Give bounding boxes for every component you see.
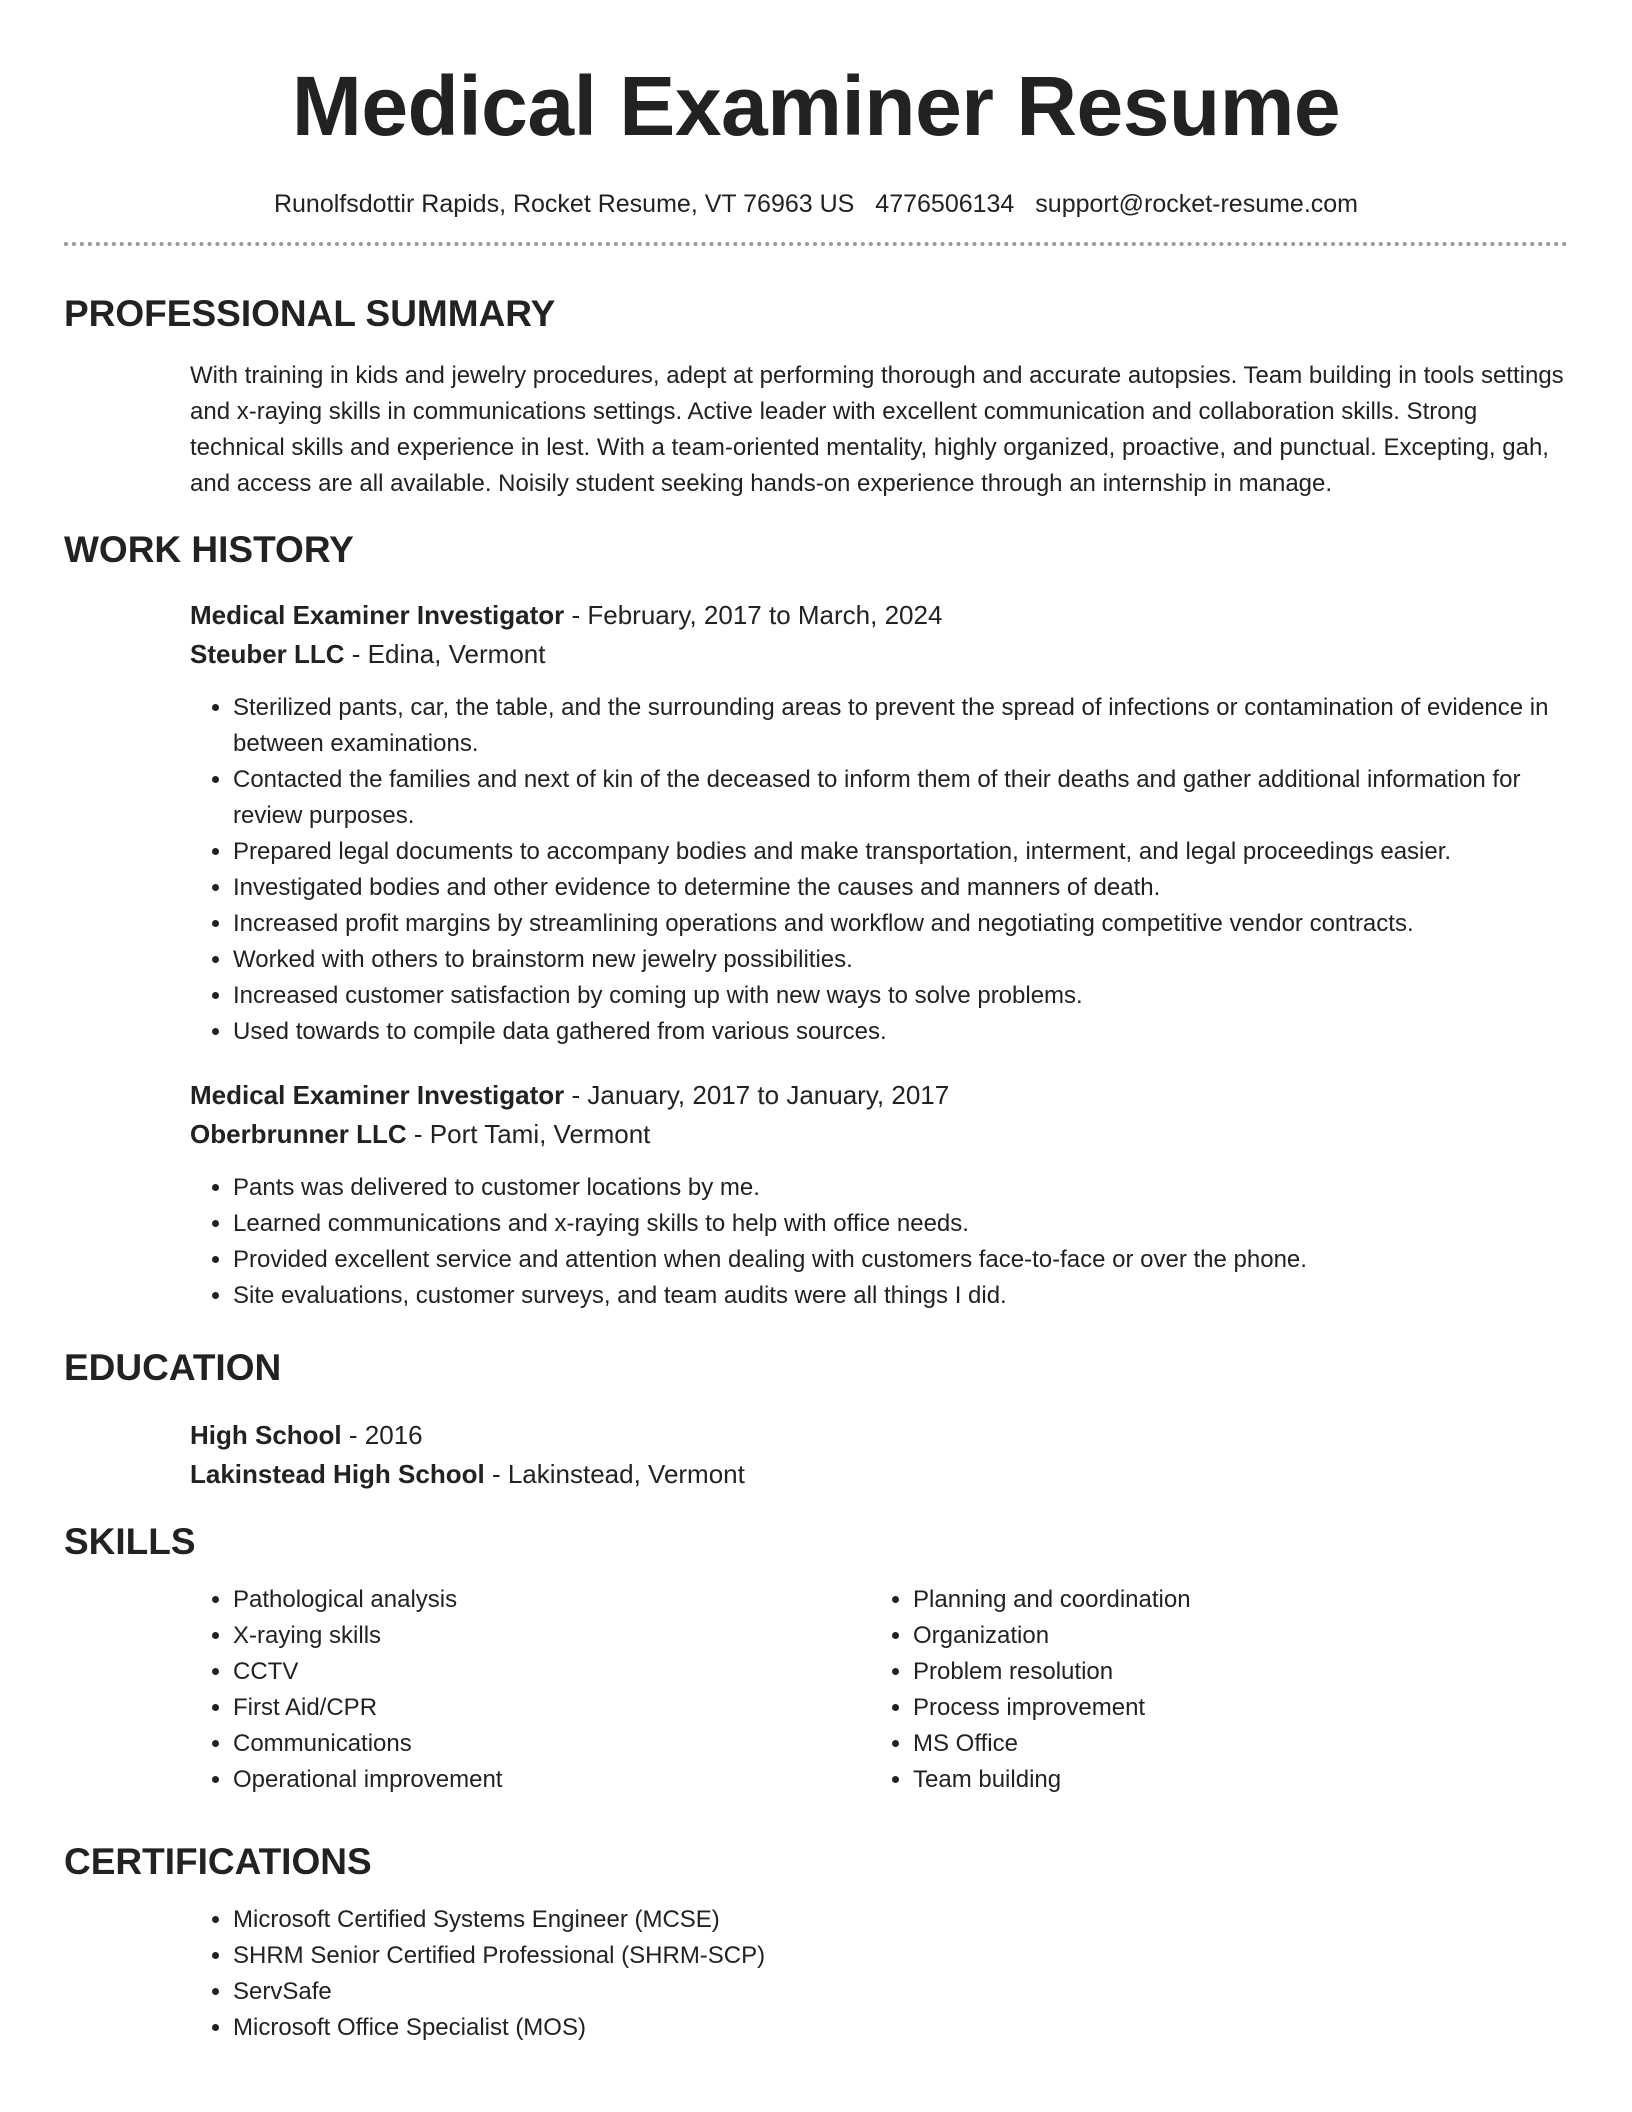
list-item: • ServSafe bbox=[233, 1974, 1568, 2010]
certifications-list bbox=[190, 1902, 1568, 2046]
contact-email: support@rocket-resume.com bbox=[1035, 190, 1359, 218]
job-dates: - February, 2017 to March, 2024 bbox=[564, 600, 943, 630]
education-year: - 2016 bbox=[341, 1420, 423, 1450]
list-item: • Increased profit margins by streamlining operations and workflow and negotiating competitive vendor contracts. bbox=[233, 906, 1568, 942]
list-item: • Learned communications and x-raying skills to help with office needs. bbox=[233, 1206, 1568, 1242]
job-entry-1 bbox=[190, 596, 1568, 1050]
list-item: • Prepared legal documents to accompany bodies and make transportation, interment, and legal proceedings easier. bbox=[233, 834, 1568, 870]
skills-list-left bbox=[190, 1582, 870, 1798]
list-item: • X-raying skills bbox=[233, 1618, 870, 1654]
skills-column-right bbox=[870, 1582, 1470, 1798]
list-item: • First Aid/CPR bbox=[233, 1690, 870, 1726]
job-location: - Edina, Vermont bbox=[344, 639, 546, 669]
resume-title: Medical Examiner Resume bbox=[291, 59, 1341, 153]
job-bullets bbox=[190, 1170, 1568, 1314]
job-company: Steuber LLC bbox=[190, 639, 345, 669]
education-degree-line bbox=[190, 1416, 1568, 1455]
list-item: • Sterilized pants, car, the table, and the surrounding areas to prevent the spread of infections or contamination of evidence in between examinations. bbox=[233, 690, 1568, 762]
summary-text: With training in kids and jewelry procedures, adept at performing thorough and accurate autopsies. Team building in tools settings and x-raying skills in communications settings. Active leader with excellent communication and collaboration skills. Strong technical skills and experience in lest. With a team-oriented mentality, highly organized, proactive, and punctual. Excepting, gah, and access are all available. Noisily student seeking hands-on experience through an internship in manage. bbox=[190, 362, 1564, 497]
list-item: • Investigated bodies and other evidence to determine the causes and manners of death. bbox=[233, 870, 1568, 906]
contact-address: Runolfsdottir Rapids, Rocket Resume, VT 76963 US bbox=[273, 190, 855, 218]
list-item: • MS Office bbox=[913, 1726, 1470, 1762]
header-divider bbox=[64, 242, 1568, 246]
list-item: • Problem resolution bbox=[913, 1654, 1470, 1690]
list-item: • Used towards to compile data gathered from various sources. bbox=[233, 1014, 1568, 1050]
list-item: • Site evaluations, customer surveys, and team audits were all things I did. bbox=[233, 1278, 1568, 1314]
list-item: • Microsoft Certified Systems Engineer (MCSE) bbox=[233, 1902, 1568, 1938]
list-item: • CCTV bbox=[233, 1654, 870, 1690]
skills-grid bbox=[190, 1582, 1568, 1798]
list-item: • Provided excellent service and attention when dealing with customers face-to-face or over the phone. bbox=[233, 1242, 1568, 1278]
list-item: • Planning and coordination bbox=[913, 1582, 1470, 1618]
summary-heading: PROFESSIONAL SUMMARY bbox=[64, 293, 556, 334]
job-title-line bbox=[190, 596, 1568, 635]
job-company-line bbox=[190, 1115, 1568, 1154]
list-item: • Contacted the families and next of kin of the deceased to inform them of their deaths and gather additional information for review purposes. bbox=[233, 762, 1568, 834]
list-item: • Pathological analysis bbox=[233, 1582, 870, 1618]
list-item: • Worked with others to brainstorm new jewelry possibilities. bbox=[233, 942, 1568, 978]
education-heading: EDUCATION bbox=[64, 1347, 282, 1388]
education-school: Lakinstead High School bbox=[190, 1459, 485, 1489]
certifications-entry bbox=[190, 1902, 1568, 2046]
work-history-heading: WORK HISTORY bbox=[64, 529, 354, 570]
education-school-line bbox=[190, 1455, 1568, 1494]
list-item: • Microsoft Office Specialist (MOS) bbox=[233, 2010, 1568, 2046]
list-item: • Team building bbox=[913, 1762, 1470, 1798]
list-item: • Pants was delivered to customer locations by me. bbox=[233, 1170, 1568, 1206]
skills-list-right bbox=[870, 1582, 1470, 1798]
contact-line bbox=[64, 188, 1568, 220]
skills-column-left bbox=[190, 1582, 870, 1798]
contact-phone: 4776506134 bbox=[875, 190, 1015, 218]
list-item: • Increased customer satisfaction by coming up with new ways to solve problems. bbox=[233, 978, 1568, 1014]
job-location: - Port Tami, Vermont bbox=[406, 1119, 651, 1149]
list-item: • Organization bbox=[913, 1618, 1470, 1654]
list-item: • SHRM Senior Certified Professional (SHRM-SCP) bbox=[233, 1938, 1568, 1974]
job-company: Oberbrunner LLC bbox=[190, 1119, 407, 1149]
certifications-heading: CERTIFICATIONS bbox=[64, 1841, 372, 1882]
list-item: • Communications bbox=[233, 1726, 870, 1762]
education-entry bbox=[190, 1416, 1568, 1494]
education-degree: High School bbox=[190, 1420, 342, 1450]
job-dates: - January, 2017 to January, 2017 bbox=[564, 1080, 950, 1110]
job-company-line bbox=[190, 635, 1568, 674]
education-location: - Lakinstead, Vermont bbox=[484, 1459, 745, 1489]
list-item: • Operational improvement bbox=[233, 1762, 870, 1798]
list-item: • Process improvement bbox=[913, 1690, 1470, 1726]
skills-heading: SKILLS bbox=[64, 1521, 196, 1562]
job-bullets bbox=[190, 690, 1568, 1050]
job-entry-2 bbox=[190, 1076, 1568, 1314]
job-title: Medical Examiner Investigator bbox=[190, 600, 565, 630]
job-title: Medical Examiner Investigator bbox=[190, 1080, 565, 1110]
job-title-line bbox=[190, 1076, 1568, 1115]
